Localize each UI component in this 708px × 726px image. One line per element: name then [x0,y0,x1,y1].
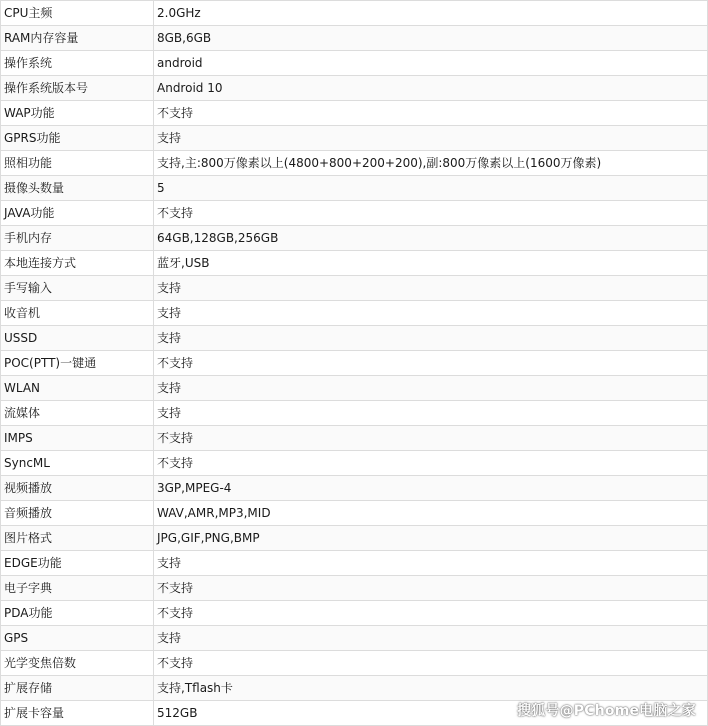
spec-key: SyncML [1,451,154,476]
spec-value: 支持 [154,401,708,426]
spec-key: WLAN [1,376,154,401]
spec-value: 不支持 [154,601,708,626]
spec-value: 蓝牙,USB [154,251,708,276]
spec-value: JPG,GIF,PNG,BMP [154,526,708,551]
spec-value: 支持,Tflash卡 [154,676,708,701]
spec-key: JAVA功能 [1,201,154,226]
spec-key: 光学变焦倍数 [1,651,154,676]
table-row [1,451,708,476]
table-row [1,176,708,201]
table-row [1,501,708,526]
spec-value: 支持 [154,376,708,401]
spec-key: 流媒体 [1,401,154,426]
spec-value: 支持,主:800万像素以上(4800+800+200+200),副:800万像素以上(1600万像素) [154,151,708,176]
spec-value: WAV,AMR,MP3,MID [154,501,708,526]
spec-key: 本地连接方式 [1,251,154,276]
table-row [1,476,708,501]
spec-key: 视频播放 [1,476,154,501]
table-row [1,426,708,451]
spec-key: PDA功能 [1,601,154,626]
spec-key: 摄像头数量 [1,176,154,201]
spec-value: 64GB,128GB,256GB [154,226,708,251]
spec-value: 不支持 [154,651,708,676]
spec-value: 不支持 [154,101,708,126]
table-row [1,226,708,251]
spec-key: 操作系统 [1,51,154,76]
table-row [1,151,708,176]
spec-value: 2.0GHz [154,1,708,26]
spec-key: GPRS功能 [1,126,154,151]
spec-value: 支持 [154,551,708,576]
table-row [1,26,708,51]
spec-key: RAM内存容量 [1,26,154,51]
spec-value: 支持 [154,301,708,326]
table-row [1,651,708,676]
table-row [1,326,708,351]
spec-key: 扩展存储 [1,676,154,701]
spec-value: 不支持 [154,351,708,376]
table-row [1,126,708,151]
spec-key: USSD [1,326,154,351]
table-row [1,626,708,651]
table-row [1,601,708,626]
spec-key: POC(PTT)一键通 [1,351,154,376]
spec-value: 8GB,6GB [154,26,708,51]
spec-key: 音频播放 [1,501,154,526]
spec-value: android [154,51,708,76]
watermark: 搜狐号@PChome电脑之家 [516,703,696,719]
spec-key: 操作系统版本号 [1,76,154,101]
spec-value: 支持 [154,626,708,651]
table-row [1,551,708,576]
table-row [1,351,708,376]
spec-key: 图片格式 [1,526,154,551]
spec-value: 不支持 [154,451,708,476]
spec-value: 支持 [154,326,708,351]
table-row [1,1,708,26]
table-row [1,276,708,301]
spec-key: 收音机 [1,301,154,326]
spec-key: EDGE功能 [1,551,154,576]
table-row [1,201,708,226]
table-row [1,51,708,76]
spec-key: 照相功能 [1,151,154,176]
spec-value: 3GP,MPEG-4 [154,476,708,501]
spec-key: 手写输入 [1,276,154,301]
spec-value: 5 [154,176,708,201]
spec-value: 不支持 [154,576,708,601]
spec-value: 512GB [154,701,708,726]
spec-key: 扩展卡容量 [1,701,154,726]
spec-key: 手机内存 [1,226,154,251]
spec-key: IMPS [1,426,154,451]
spec-value: 支持 [154,276,708,301]
table-row [1,526,708,551]
spec-value: 不支持 [154,201,708,226]
spec-value: Android 10 [154,76,708,101]
table-row [1,401,708,426]
table-row [1,576,708,601]
table-row [1,376,708,401]
spec-key: GPS [1,626,154,651]
table-row [1,76,708,101]
spec-key: 电子字典 [1,576,154,601]
table-row [1,301,708,326]
spec-value: 不支持 [154,426,708,451]
table-row [1,251,708,276]
table-row [1,101,708,126]
spec-key: CPU主频 [1,1,154,26]
spec-key: WAP功能 [1,101,154,126]
table-row [1,676,708,701]
spec-value: 支持 [154,126,708,151]
